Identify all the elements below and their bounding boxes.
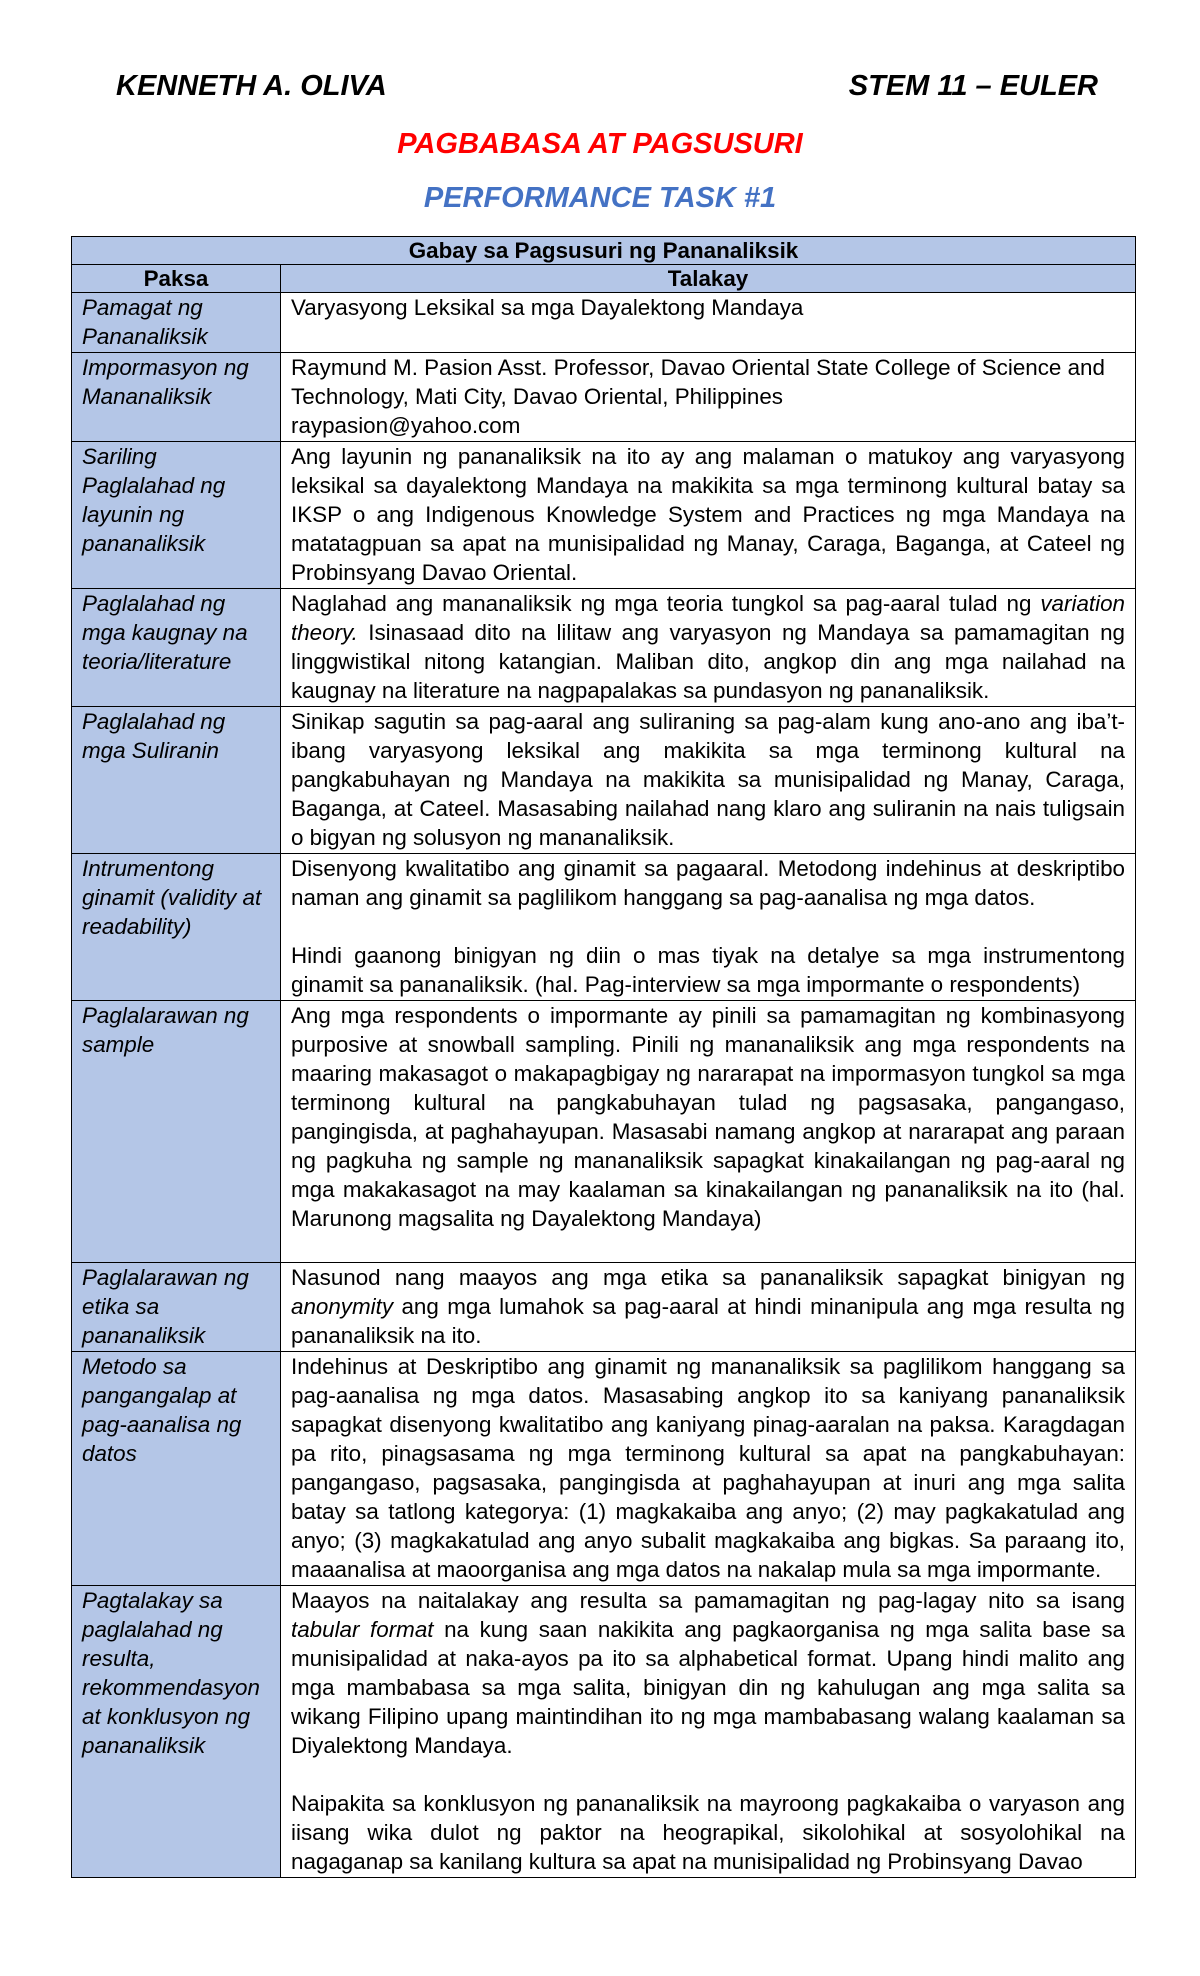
table-row	[72, 1352, 1136, 1586]
table-row	[72, 1001, 1136, 1263]
table-row	[72, 1586, 1136, 1878]
table-row	[72, 854, 1136, 1001]
row-topic: Impormasyon ng Mananaliksik	[72, 353, 281, 442]
row-discussion: Naglahad ang mananaliksik ng mga teoria tungkol sa pag-aaral tulad ng variation theory. Isinasaad dito na lilitaw ang varyasyon ng Mandaya sa pamamagitan ng linggwistikal nitong katangian. Maliban dito, angkop din ang mga nailahad na kaugnay na literature na nagpapalakas sa pundasyon ng pananaliksik.	[281, 589, 1136, 707]
row-topic: Metodo sa pangangalap at pag-aanalisa ng datos	[72, 1352, 281, 1586]
table-row	[72, 589, 1136, 707]
table-row	[72, 353, 1136, 442]
researcher-email: raypasion@yahoo.com	[291, 413, 521, 438]
section-label: STEM 11 – EULER	[848, 70, 1098, 102]
row-discussion: Ang layunin ng pananaliksik na ito ay ang malaman o matukoy ang varyasyong leksikal sa dayalektong Mandaya na makikita sa mga terminong kultural batay sa IKSP o ang Indigenous Knowledge System and Practices ng mga Mandaya na matatagpuan sa apat na munisipalidad ng Manay, Caraga, Baganga, at Cateel ng Probinsyang Davao Oriental.	[281, 442, 1136, 589]
row-topic: Paglalahad ng mga Suliranin	[72, 707, 281, 854]
column-header-topic: Paksa	[72, 265, 281, 293]
table-row	[72, 442, 1136, 589]
row-discussion: Nasunod nang maayos ang mga etika sa pananaliksik sapagkat binigyan ng anonymity ang mga lumahok sa pag-aaral at hindi minanipula ang mga resulta ng pananaliksik na ito.	[281, 1263, 1136, 1352]
row-topic: Paglalarawan ng sample	[72, 1001, 281, 1263]
row-topic: Intrumentong ginamit (validity at readability)	[72, 854, 281, 1001]
row-discussion: Maayos na naitalakay ang resulta sa pamamagitan ng pag-lagay nito sa isang tabular format na kung saan nakikita ang pagkaorganisa ng mga salita base sa munisipalidad at naka-ayos pa ito sa alphabetical format. Upang hindi malito ang mga mambabasa sa mga salita, binigyan din ng kahulugan ang mga salita sa wikang Filipino upang maintindihan ito ng mga mambabasang walang kaalaman sa Diyalektong Mandaya. Naipakita sa konklusyon ng pananaliksik na mayroong pagkakaiba o varyason ang iisang wika dulot ng paktor na heograpikal, sikolohikal at sosyolohikal na nagaganap sa kanilang kultura sa apat na munisipalidad ng Probinsyang Davao	[281, 1586, 1136, 1878]
table-row	[72, 707, 1136, 854]
row-discussion: Raymund M. Pasion Asst. Professor, Davao Oriental State College of Science and Technology, Mati City, Davao Oriental, Philippines raypasion@yahoo.com	[281, 353, 1136, 442]
row-topic: Sariling Paglalahad ng layunin ng pananaliksik	[72, 442, 281, 589]
row-topic: Pamagat ng Pananaliksik	[72, 293, 281, 353]
table-row	[72, 293, 1136, 353]
analysis-table	[71, 236, 1136, 1878]
subject-title: PAGBABASA AT PAGSUSURI	[397, 128, 803, 160]
row-discussion: Disenyong kwalitatibo ang ginamit sa pagaaral. Metodong indehinus at deskriptibo naman ang ginamit sa paglilikom hanggang sa pag-aanalisa ng mga datos. Hindi gaanong binigyan ng diin o mas tiyak na detalye sa mga instrumentong ginamit sa pananaliksik. (hal. Pag-interview sa mga impormante o respondents)	[281, 854, 1136, 1001]
row-discussion: Indehinus at Deskriptibo ang ginamit ng mananaliksik sa paglilikom hanggang sa pag-aanalisa ng mga datos. Masasabing angkop ito sa kaniyang pananaliksik sapagkat disenyong kwalitatibo ang kaniyang pinag-aaralan na paksa. Karagdagan pa rito, pinagsasama ng mga terminong kultural sa apat na pangkabuhayan: pangangaso, pagsasaka, pangingisda at paghahayupan at inuri ang mga salita batay sa tatlong kategorya: (1) magkakaiba ang anyo; (2) may pagkakatulad ang anyo; (3) magkakatulad ang anyo subalit magkakaiba ang bigkas. Sa paraang ito, maaanalisa at maoorganisa ang mga datos na nakalap mula sa mga impormante.	[281, 1352, 1136, 1586]
row-topic: Paglalahad ng mga kaugnay na teoria/literature	[72, 589, 281, 707]
table-row	[72, 1263, 1136, 1352]
column-header-discussion: Talakay	[281, 265, 1136, 293]
row-discussion: Varyasyong Leksikal sa mga Dayalektong Mandaya	[281, 293, 1136, 353]
row-discussion: Ang mga respondents o impormante ay pinili sa pamamagitan ng kombinasyong purposive at snowball sampling. Pinili ng mananaliksik ang mga respondents na maaring makasagot o makapagbigay ng nararapat na impormasyon tungkol sa mga terminong kultural na pangkabuhayan tulad ng pagsasaka, pangangaso, pangingisda, at paghahayupan. Masasabi namang angkop at nararapat ang paraan ng pagkuha ng sample ng mananaliksik sapagkat kinakailangan ng pag-aaral ng mga makakasagot na may kaalaman sa kinakailangan ng pananaliksik na ito (hal. Marunong magsalita ng Dayalektong Mandaya)	[281, 1001, 1136, 1263]
row-topic: Pagtalakay sa paglalahad ng resulta, rekommendasyon at konklusyon ng pananaliksik	[72, 1586, 281, 1878]
row-discussion: Sinikap sagutin sa pag-aaral ang suliraning sa pag-alam kung ano-ano ang iba’t-ibang varyasyong leksikal ang makikita sa mga terminong kultural na pangkabuhayan ng Mandaya na makikita sa munisipalidad ng Manay, Caraga, Baganga, at Cateel. Masasabing nailahad nang klaro ang suliranin na nais tuligsain o bigyan ng solusyon ng mananaliksik.	[281, 707, 1136, 854]
row-topic: Paglalarawan ng etika sa pananaliksik	[72, 1263, 281, 1352]
task-title: PERFORMANCE TASK #1	[423, 182, 777, 214]
student-name: KENNETH A. OLIVA	[116, 70, 387, 102]
table-caption: Gabay sa Pagsusuri ng Pananaliksik	[72, 237, 1136, 265]
